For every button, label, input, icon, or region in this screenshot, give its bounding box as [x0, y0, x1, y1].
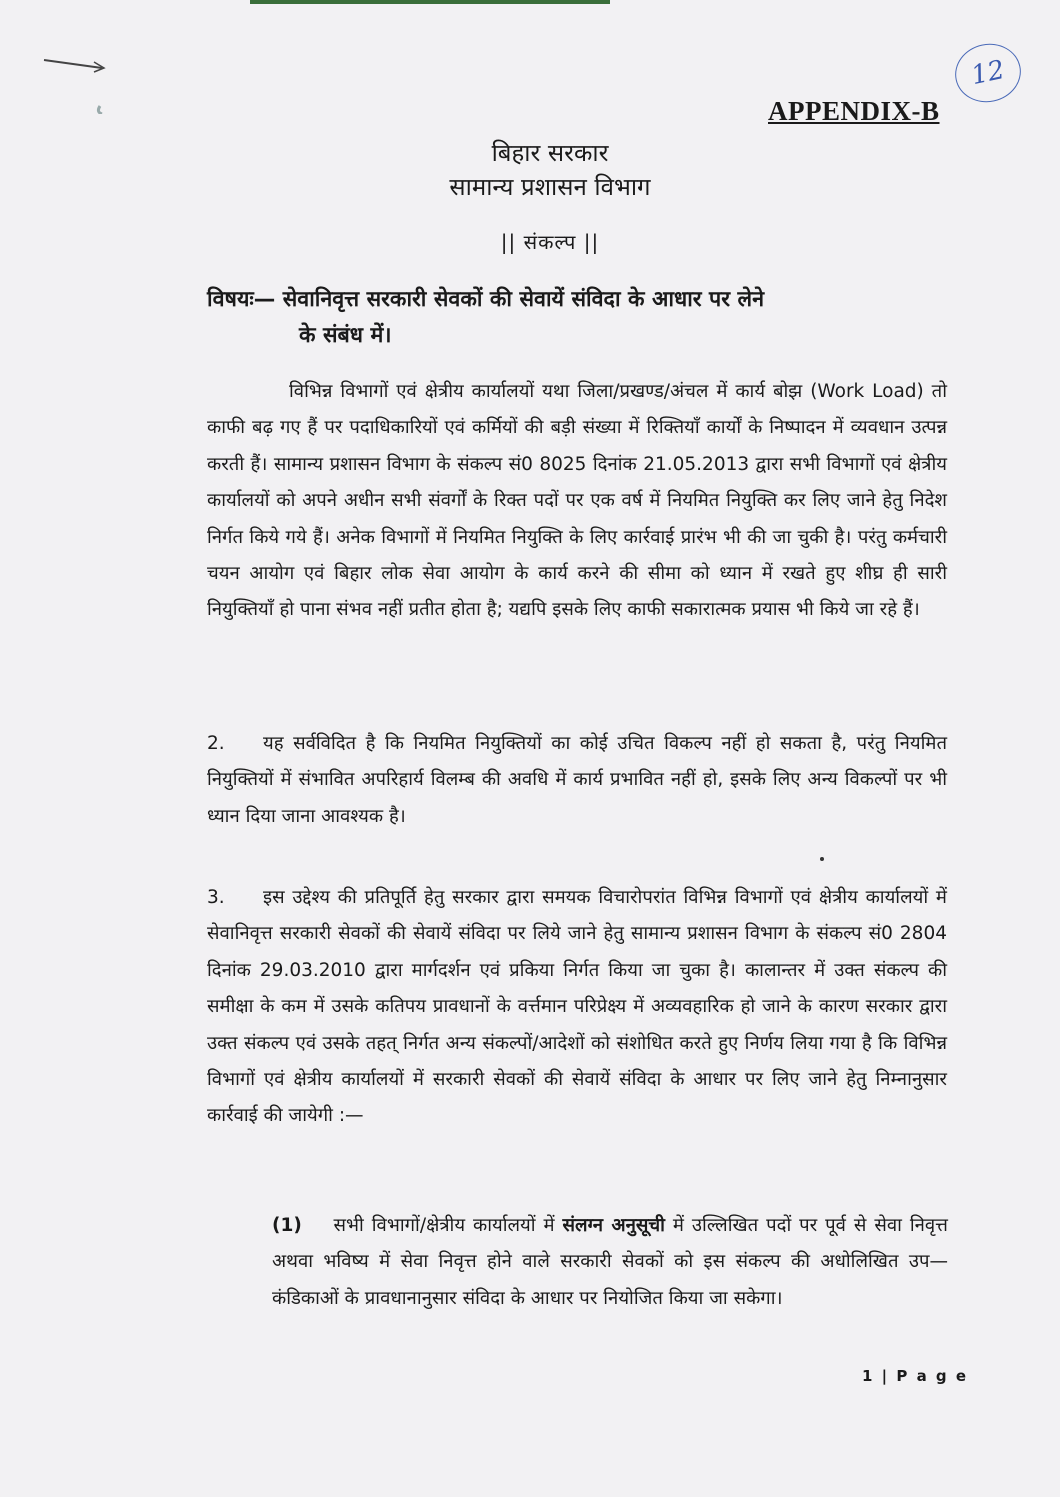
- paragraph-1: विभिन्न विभागों एवं क्षेत्रीय कार्यालयों यथा जिला/प्रखण्ड/अंचल में कार्य बोझ (Work Load) तो काफी बढ़ गए हैं पर पदाधिकारियों एवं कर्मियों की बड़ी संख्या में रिक्तियाँ कार्यों के निष्पादन में व्यवधान उत्पन्न करती हैं। सामान्य प्रशासन विभाग के संकल्प सं0 8025 दिनांक 21.05.2013 द्वारा सभी विभागों एवं क्षेत्रीय कार्यालयों को अपने अधीन सभी संवर्गों के रिक्त पदों पर एक वर्ष में नियमित नियुक्ति कर लिए जाने हेतु निदेश निर्गत किये गये हैं। अनेक विभागों में नियमित नियुक्ति के लिए कार्रवाई प्रारंभ भी की जा चुकी है। परंतु कर्मचारी चयन आयोग एवं बिहार लोक सेवा आयोग के कार्य करने की सीमा को ध्यान में रखते हुए शीघ्र ही सारी नियुक्तियाँ हो पाना संभव नहीं प्रतीत होता है; यद्यपि इसके लिए काफी सकारात्मक प्रयास भी किये जा रहे हैं।: [207, 381, 947, 621]
- government-heading: बिहार सरकार: [491, 139, 609, 167]
- subject-line-2: के संबंध में।: [299, 323, 392, 348]
- appendix-label: APPENDIX-B: [768, 96, 940, 126]
- page-footer: 1 | P a g e: [862, 1367, 969, 1385]
- margin-scribble-mark: [40, 54, 110, 114]
- subclause-1-number: (1): [272, 1215, 302, 1236]
- paragraph-3-number: 3.: [207, 887, 225, 908]
- paragraph-2-text: यह सर्वविदित है कि नियमित नियुक्तियों का कोई उचित विकल्प नहीं हो सकता है, परंतु नियमित नियुक्तियों में संभावित अपरिहार्य विलम्ब की अवधि में कार्य प्रभावित नहीं हो, इसके लिए अन्य विकल्पों पर भी ध्यान दिया जाना आवश्यक है।: [207, 733, 947, 827]
- paragraph-2: [207, 726, 947, 835]
- subclause-1-text-b: में उल्लिखित पदों पर पूर्व से सेवा निवृत्त अथवा भविष्य में सेवा निवृत्त होने वाले सरकारी सेवकों को इस संकल्प की अधोलिखित उप—कंडिकाओं के प्रावधानानुसार संविदा के आधार पर नियोजित किया जा सकेगा।: [272, 1215, 948, 1309]
- subclause-1-text-a: सभी विभागों/क्षेत्रीय कार्यालयों में: [333, 1215, 555, 1236]
- department-heading: सामान्य प्रशासन विभाग: [449, 173, 651, 201]
- paragraph-3-text: इस उद्देश्य की प्रतिपूर्ति हेतु सरकार द्वारा समयक विचारोपरांत विभिन्न विभागों एवं क्षेत्रीय कार्यालयों में सेवानिवृत्त सरकारी सेवकों की सेवायें संविदा पर लिये जाने हेतु सामान्य प्रशासन विभाग के संकल्प सं0 2804 दिनांक 29.03.2010 द्वारा मार्गदर्शन एवं प्रकिया निर्गत किया जा चुका है। कालान्तर में उक्त संकल्प की समीक्षा के कम में उसके कतिपय प्रावधानों के वर्त्तमान परिप्रेक्ष्य में अव्यवहारिक हो जाने के कारण सरकार द्वारा उक्त संकल्प एवं उसके तहत् निर्गत अन्य संकल्पों/आदेशों को संशोधित करते हुए निर्णय लिया गया है कि विभिन्न विभागों एवं क्षेत्रीय कार्यालयों में सरकारी सेवकों की सेवायें संविदा के आधार पर लिए जाने हेतु निम्नानुसार कार्रवाई की जायेगी :—: [207, 887, 947, 1127]
- paragraph-2-number: 2.: [207, 733, 225, 754]
- scan-edge-strip: [250, 0, 610, 4]
- subject-line-1: विषयः— सेवानिवृत्त सरकारी सेवकों की सेवायें संविदा के आधार पर लेने: [207, 287, 765, 312]
- subclause-1: [272, 1208, 948, 1317]
- stray-dot: [820, 857, 824, 861]
- subclause-1-bold: संलग्न अनुसूची: [562, 1215, 665, 1236]
- subject-line: [207, 282, 947, 354]
- paragraph-3: [207, 880, 947, 1135]
- handwritten-page-number: 12: [950, 38, 1027, 108]
- resolution-heading: || संकल्प ||: [500, 230, 600, 254]
